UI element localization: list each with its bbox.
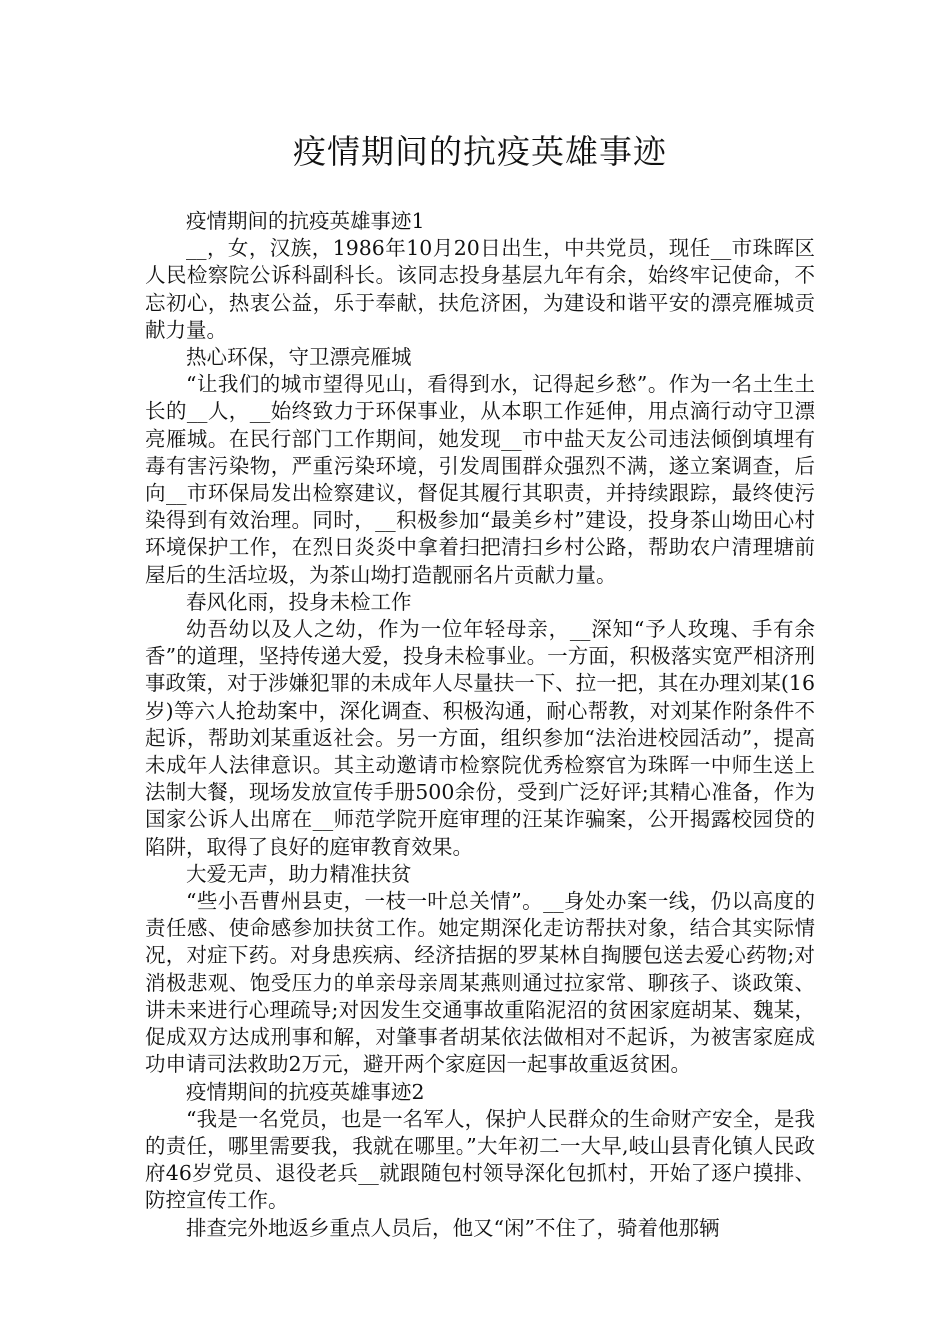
paragraph-2: “让我们的城市望得见山，看得到水，记得起乡愁”。作为一名土生土长的__人，__始终致力于环保事业，从本职工作延伸，用点滴行动守卫漂亮雁城。在民行部门工作期间，她发现__市中盐天友公司违法倾倒填埋有毒有害污染物，严重污染环境，引发周围群众强烈不满，遂立案调查，后向__市环保局发出检察建议，督促其履行其职责，并持续跟踪，最终使污染得到有效治理。同时，__积极参加“最美乡村”建设，投身茶山坳田心村环境保护工作，在烈日炎炎中拿着扫把清扫乡村公路，帮助农户清理塘前屋后的生活垃圾，为茶山坳打造靓丽名片贡献力量。 <box>145 372 815 587</box>
section-heading-1: 疫情期间的抗疫英雄事迹1 <box>186 209 425 233</box>
section-heading-3: 春风化雨，投身未检工作 <box>186 589 412 614</box>
document-page <box>145 120 815 1242</box>
paragraph-6: 排查完外地返乡重点人员后，他又“闲”不住了，骑着他那辆 <box>186 1215 720 1240</box>
paragraph-4: “些小吾曹州县吏，一枝一叶总关情”。__身处办案一线，仍以高度的责任感、使命感参加扶贫工作。她定期深化走访帮扶对象，结合其实际情况，对症下药。对身患疾病、经济拮据的罗某林自掏腰包送去爱心药物;对消极悲观、饱受压力的单亲母亲周某燕则通过拉家常、聊孩子、谈政策、讲未来进行心理疏导;对因发生交通事故重陷泥沼的贫困家庭胡某、魏某，促成双方达成刑事和解，对肇事者胡某依法做相对不起诉，为被害家庭成功申请司法救助2万元，避开两个家庭因一起事故重返贫困。 <box>145 889 815 1077</box>
section-heading-4: 大爱无声，助力精准扶贫 <box>186 861 412 886</box>
document-title: 疫情期间的抗疫英雄事迹 <box>293 132 667 171</box>
paragraph-1: __，女，汉族，1986年10月20日出生，中共党员，现任__市珠晖区人民检察院公诉科副科长。该同志投身基层九年有余，始终牢记使命，不忘初心，热衷公益，乐于奉献，扶危济困，为建设和谐平安的漂亮雁城贡献力量。 <box>145 236 815 342</box>
paragraph-5: “我是一名党员，也是一名军人，保护人民群众的生命财产安全，是我的责任，哪里需要我，我就在哪里。”大年初二一大早,岐山县青化镇人民政府46岁党员、退役老兵__就跟随包村领导深化包抓村，开始了逐户摸排、防控宣传工作。 <box>145 1106 815 1213</box>
section-heading-5: 疫情期间的抗疫英雄事迹2 <box>186 1079 425 1104</box>
paragraph-3: 幼吾幼以及人之幼，作为一位年轻母亲，__深知“予人玫瑰、手有余香”的道理，坚持传递大爱，投身未检事业。一方面，积极落实宽严相济刑事政策，对于涉嫌犯罪的未成年人尽量扶一下、拉一把，其在办理刘某(16岁)等六人抢劫案中，深化调查、积极沟通，耐心帮教，对刘某作附条件不起诉，帮助刘某重返社会。另一方面，组织参加“法治进校园活动”，提高未成年人法律意识。其主动邀请市检察院优秀检察官为珠晖一中师生送上法制大餐，现场发放宣传手册500余份，受到广泛好评;其精心准备，作为国家公诉人出席在__师范学院开庭审理的汪某诈骗案，公开揭露校园贷的陷阱，取得了良好的庭审教育效果。 <box>145 617 815 859</box>
section-heading-2: 热心环保，守卫漂亮雁城 <box>186 345 412 370</box>
